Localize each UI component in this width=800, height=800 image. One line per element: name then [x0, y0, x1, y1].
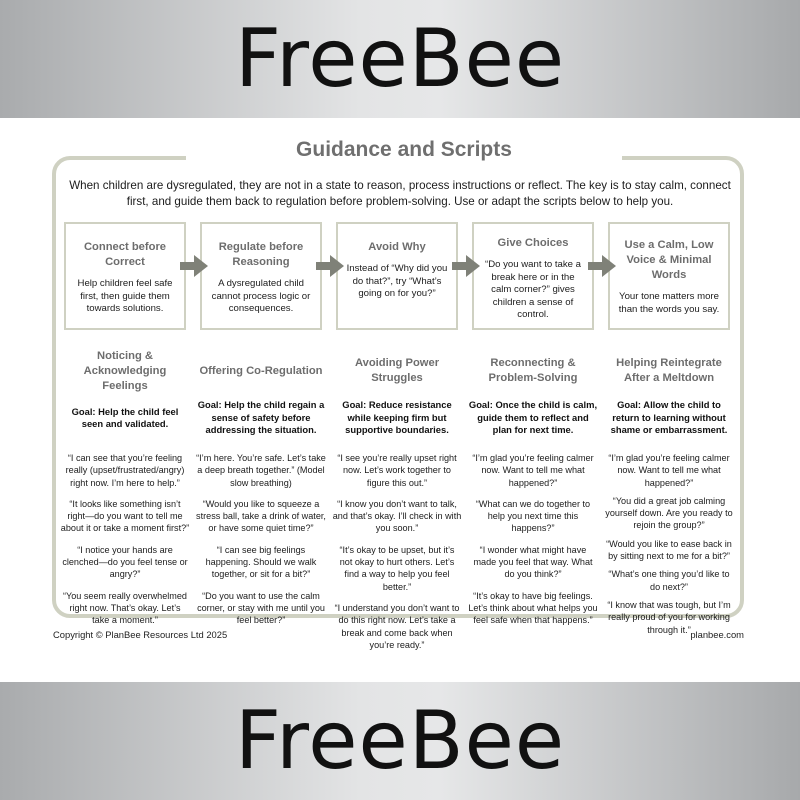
script-item: “I wonder what might have made you feel that way. What do you think?”: [473, 544, 593, 580]
script-item: “What can we do together to help you next time this happens?”: [475, 498, 591, 534]
bottom-banner-text: FreeBee: [234, 694, 566, 787]
script-item: “Would you like to squeeze a stress ball, take a drink of water, or have some quiet time?”: [196, 498, 326, 534]
script-item: “I can see that you’re feeling really (upset/frustrated/angry) right now. I’m here to help.”: [65, 453, 185, 488]
step-description: A dysregulated child cannot process logic or consequences.: [211, 278, 311, 314]
step-title: Use a Calm, Low Voice & Minimal Words: [624, 239, 714, 281]
script-list: [468, 452, 598, 627]
script-list: [60, 452, 190, 627]
script-item: “I’m here. You’re safe. Let’s take a deep breath together.” (Model slow breathing): [196, 453, 326, 488]
arrow-right-icon: [180, 255, 208, 277]
arrow-right-icon: [316, 255, 344, 277]
step-title: Avoid Why: [368, 241, 426, 253]
column-reintegrate: [604, 354, 734, 636]
script-item: “What’s one thing you’d like to do next?”: [608, 569, 730, 592]
script-item: “I know you don’t want to talk, and that’s okay. I’ll check in with you soon.”: [332, 498, 462, 534]
step-box-5: [608, 222, 730, 330]
script-item: “It’s okay to have big feelings. Let’s think about what helps you feel safe when that happens.”: [468, 590, 598, 626]
arrow-right-icon: [452, 255, 480, 277]
site-link[interactable]: planbee.com: [690, 629, 744, 640]
arrow-right-icon: [588, 255, 616, 277]
column-goal: Goal: Reduce resistance while keeping firm but supportive boundaries.: [342, 399, 452, 436]
step-title: Connect before Correct: [83, 241, 167, 268]
page-title: Guidance and Scripts: [296, 138, 512, 161]
script-item: “It’s okay to be upset, but it’s not okay to hurt others. Let’s find a way to help you feel better.”: [339, 544, 455, 592]
script-item: “I’m glad you’re feeling calmer now. Want to tell me what happened?”: [608, 453, 730, 488]
column-heading: Reconnecting & Problem-Solving: [488, 357, 578, 384]
worksheet: [0, 118, 800, 682]
step-title: Regulate before Reasoning: [218, 241, 304, 268]
step-description: “Do you want to take a break here or in the calm corner?” gives children a sense of control.: [485, 259, 581, 320]
column-heading: Avoiding Power Struggles: [354, 357, 440, 384]
step-box-4: [472, 222, 594, 330]
script-item: “Would you like to ease back in by sitting next to me for a bit?”: [606, 538, 732, 562]
script-item: “I know that was tough, but I’m really proud of you for working through it.”: [607, 599, 731, 635]
step-box-1: [64, 222, 186, 330]
column-heading: Helping Reintegrate After a Meltdown: [616, 357, 722, 384]
script-item: “I understand you don’t want to do this right now. Let’s take a break and come back when you’re ready.”: [334, 602, 460, 650]
script-list: [604, 452, 734, 636]
script-list: [332, 452, 462, 651]
step-description: Your tone matters more than the words you say.: [618, 291, 720, 315]
script-item: “Do you want to use the calm corner, or stay with me until you feel better?”: [197, 590, 325, 626]
column-heading: Offering Co-Regulation: [199, 364, 323, 377]
column-problem-solving: [468, 354, 598, 636]
script-item: “I see you’re really upset right now. Let’s work together to figure this out.”: [337, 453, 457, 488]
script-item: “It looks like something isn’t right—do you want to tell me about it or take a moment first?”: [60, 498, 190, 534]
step-box-3: [336, 222, 458, 330]
top-banner: [0, 0, 800, 118]
script-item: “I can see big feelings happening. Should we walk together, or sit for a bit?”: [205, 544, 317, 580]
column-co-regulation: [196, 354, 326, 636]
script-list: [196, 452, 326, 627]
column-goal: Goal: Help the child feel seen and validated.: [71, 405, 179, 429]
script-item: “I notice your hands are clenched—do you feel tense or angry?”: [62, 544, 188, 580]
column-power-struggles: [332, 354, 462, 660]
script-item: “I’m glad you’re feeling calmer now. Want to tell me what happened?”: [472, 453, 594, 488]
step-box-2: [200, 222, 322, 330]
column-heading: Noticing & Acknowledging Feelings: [83, 349, 167, 392]
column-goal: Goal: Once the child is calm, guide them to reflect and plan for next time.: [468, 399, 598, 436]
script-item: “You seem really overwhelmed right now. That’s okay. Let’s take a moment.”: [62, 590, 187, 626]
column-goal: Goal: Allow the child to return to learning without shame or embarrassment.: [610, 399, 728, 436]
column-noticing-feelings: [60, 349, 190, 636]
top-banner-text: FreeBee: [234, 12, 566, 105]
step-description: Help children feel safe first, then guide them towards solutions.: [77, 278, 173, 314]
column-goal: Goal: Help the child regain a sense of safety before addressing the situation.: [197, 399, 325, 436]
copyright-text: Copyright © PlanBee Resources Ltd 2025: [53, 629, 228, 640]
intro-paragraph: When children are dysregulated, they are not in a state to reason, process instructions or reflect. The key is to stay calm, connect first, and guide them back to regulation before problem-solving. Use or adapt the scripts below to help you.: [69, 179, 731, 208]
step-description: Instead of “Why did you do that?”, try “What’s going on for you?”: [346, 263, 448, 299]
step-title: Give Choices: [497, 237, 569, 249]
script-item: “You did a great job calming yourself down. Are you ready to rejoin the group?”: [605, 495, 733, 531]
bottom-banner: [0, 682, 800, 800]
